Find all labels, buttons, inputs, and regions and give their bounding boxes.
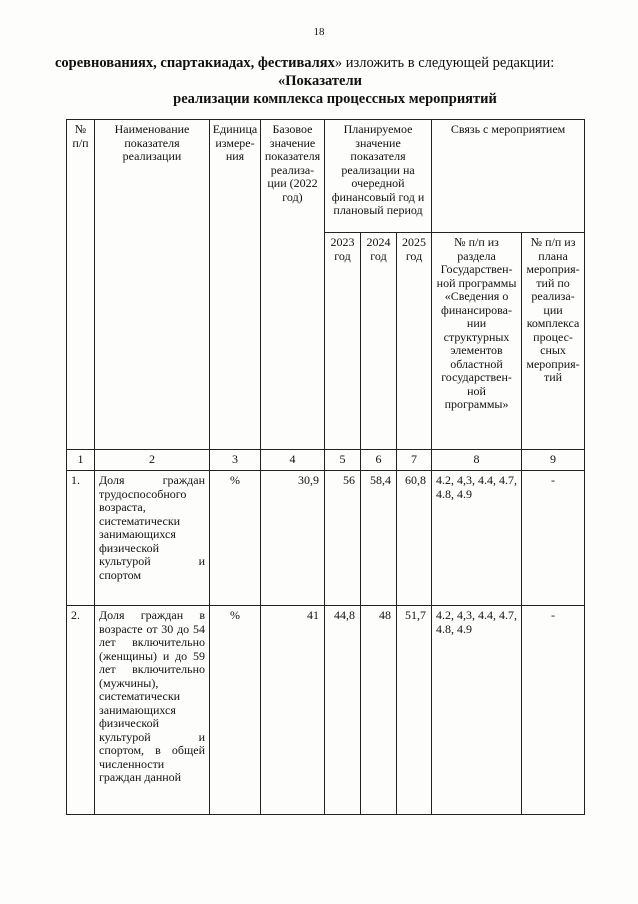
indicators-table [66,119,585,815]
row-link-plan: - [522,471,585,606]
header-num: № п/п [67,120,95,450]
column-index: 5 [325,450,361,471]
column-index: 3 [210,450,261,471]
column-index: 8 [432,450,522,471]
intro-bold-text: соревнованиях, спартакиадах, фестивалях [55,55,335,71]
header-year-2024: 2024 год [361,233,397,450]
row-num: 2. [67,606,95,815]
header-link-plan: № п/п из плана мероприя-тий по реализа-ции комплекса процес-сных мероприя-тий [522,233,585,450]
row-2023: 44,8 [325,606,361,815]
row-name: Доля граждан в возрасте от 30 до 54 лет включительно (женщины) и до 59 лет включительно (мужчины), систематически занимающихся физической культурой и спортом, в общей численности граждан данной [95,606,210,815]
row-2025: 51,7 [397,606,432,815]
row-link-plan: - [522,606,585,815]
column-index: 2 [95,450,210,471]
column-index: 6 [361,450,397,471]
row-unit: % [210,606,261,815]
table-title-line1: «Показатели [278,73,362,89]
row-link-state: 4.2, 4,3, 4.4, 4.7, 4.8, 4.9 [432,471,522,606]
header-link: Связь с мероприятием [432,120,585,233]
header-unit: Единица измере-ния [210,120,261,450]
row-unit: % [210,471,261,606]
column-index-row [67,450,585,471]
column-index: 1 [67,450,95,471]
table-row [67,606,585,815]
row-link-state: 4.2, 4,3, 4.4, 4.7, 4.8, 4.9 [432,606,522,815]
table-row [67,471,585,606]
column-index: 9 [522,450,585,471]
row-2024: 48 [361,606,397,815]
intro-rest-text: » изложить в следующей редакции: [334,55,555,71]
intro-paragraph [55,54,603,72]
header-row [67,120,585,233]
header-link-state: № п/п из раздела Государствен-ной программы «Сведения о финансирова-нии структурных элементов областной государствен-ной программы» [432,233,522,450]
row-base: 30,9 [261,471,325,606]
header-name: Наименование показателя реализации [95,120,210,450]
header-year-2023: 2023 год [325,233,361,450]
page-number: 18 [313,26,325,38]
table-title-line2: реализации комплекса процессных мероприятий [173,91,497,107]
row-name: Доля граждан трудоспособного возраста, систематически занимающихся физической культурой и спортом [95,471,210,606]
header-planned: Планируемое значение показателя реализации на очередной финансовый год и плановый период [325,120,432,233]
column-index: 7 [397,450,432,471]
header-base: Базовое значение показателя реализа-ции (2022 год) [261,120,325,450]
row-2024: 58,4 [361,471,397,606]
header-year-2025: 2025 год [397,233,432,450]
row-num: 1. [67,471,95,606]
row-2025: 60,8 [397,471,432,606]
column-index: 4 [261,450,325,471]
row-2023: 56 [325,471,361,606]
row-base: 41 [261,606,325,815]
